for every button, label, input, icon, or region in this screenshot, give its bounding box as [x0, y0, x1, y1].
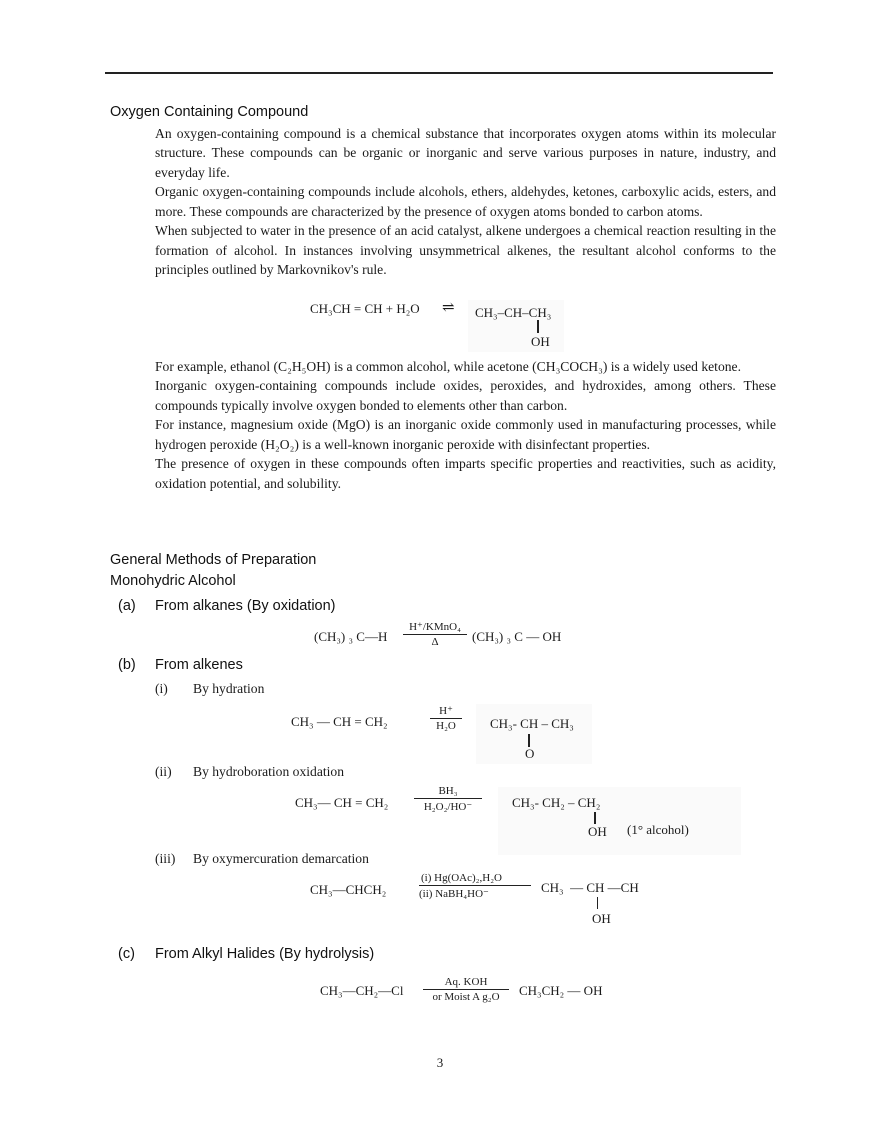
- intro-paragraphs: [155, 124, 776, 280]
- item-title: From alkenes: [155, 657, 243, 673]
- product: CH₃CH₂ — OH: [519, 983, 603, 998]
- reagent-top: (i) Hg(OAc)₂,H₂O: [419, 872, 531, 886]
- reagent-top: Aq. KOH: [423, 976, 509, 990]
- reaction-arrow: [403, 620, 467, 648]
- paragraph: An oxygen-containing compound is a chemical substance that incorporates oxygen atoms within its molecular structure. These compounds can be organic or inorganic and serve various purposes in nature, industry, and everyday life.: [155, 126, 776, 180]
- reagent-top: BH₃: [414, 785, 482, 799]
- eq0-product: CH₃–CH–CH₃: [475, 305, 552, 320]
- paragraph: Organic oxygen-containing compounds include alcohols, ethers, aldehydes, ketones, carboxylic acids, esters, and more. These compounds are characterized by the presence of oxygen atoms bonded to carbon atoms.: [155, 184, 776, 219]
- item-label: (b): [118, 657, 136, 673]
- sub-title: By hydration: [193, 681, 265, 696]
- sub-title: By hydroboration oxidation: [193, 764, 345, 779]
- equilibrium-arrow-icon: ⇌: [442, 300, 455, 316]
- reactant: CH₃— CH = CH₂: [295, 795, 389, 810]
- product: CH₃- CH – CH₃: [490, 716, 574, 731]
- section-heading: Oxygen Containing Compound: [110, 104, 309, 120]
- page-number: 3: [436, 1055, 444, 1070]
- header-rule: [105, 72, 773, 74]
- product: CH₃ — CH —CH: [541, 880, 639, 895]
- reaction-arrow: [414, 785, 482, 813]
- bond-line: [537, 320, 539, 333]
- item-label: (c): [118, 946, 135, 962]
- reaction-arrow: [419, 872, 531, 900]
- paragraph: For instance, magnesium oxide (MgO) is an inorganic oxide commonly used in manufacturing processes, while hydrogen peroxide (H₂O₂) is a well-known inorganic peroxide with disinfectant properties.: [155, 417, 776, 452]
- reagent-bottom: H₂O₂/HO⁻: [423, 801, 473, 813]
- branch: O: [525, 746, 535, 761]
- section-heading: General Methods of Preparation: [110, 552, 317, 568]
- reagent-bottom: or Moist A g₂O: [432, 991, 500, 1003]
- bond-line: [597, 897, 598, 909]
- sub-label: (ii): [155, 764, 172, 779]
- item-label: (a): [118, 598, 136, 614]
- reactant: CH₃—CH₂—Cl: [320, 983, 404, 998]
- item-title: From Alkyl Halides (By hydrolysis): [155, 946, 375, 962]
- branch: OH: [588, 824, 607, 839]
- subsection-heading: Monohydric Alcohol: [110, 573, 236, 589]
- reagent-top: H⁺/KMnO₄: [403, 620, 467, 635]
- reagent-bottom: H₂O: [436, 720, 456, 732]
- bond-line: [594, 812, 596, 824]
- eq0-branch: OH: [531, 334, 550, 349]
- branch: OH: [592, 911, 611, 926]
- product: CH₃- CH₂ – CH₂: [512, 795, 601, 810]
- sub-label: (i): [155, 681, 168, 696]
- paragraph: For example, ethanol (C₂H₅OH) is a common alcohol, while acetone (CH₃COCH₃) is a widely used ketone.: [155, 359, 741, 374]
- reagent-top: H⁺: [430, 704, 462, 719]
- sub-title: By oxymercuration demarcation: [193, 851, 369, 866]
- more-paragraphs: [155, 357, 776, 493]
- reactant: (CH₃) ₃ C—H: [314, 629, 388, 644]
- reactant: CH₃—CHCH₂: [310, 882, 387, 897]
- paragraph: The presence of oxygen in these compounds often imparts specific properties and reactivities, such as acidity, oxidation potential, and solubility.: [155, 456, 776, 491]
- reaction-arrow: [430, 704, 462, 732]
- paragraph: When subjected to water in the presence of an acid catalyst, alkene undergoes a chemical reaction resulting in the formation of alcohol. In instances involving unsymmetrical alkenes, the resultant alcohol conforms to the principles outlined by Markovnikov's rule.: [155, 223, 776, 278]
- item-title: From alkanes (By oxidation): [155, 598, 336, 614]
- reagent-bottom: (ii) NaBH₄HO⁻: [419, 888, 489, 900]
- note: (1° alcohol): [627, 822, 689, 837]
- reagent-bottom: Δ: [431, 636, 439, 648]
- sub-label: (iii): [155, 851, 176, 866]
- reaction-arrow: [423, 976, 509, 1003]
- product: (CH₃) ₃ C — OH: [472, 629, 562, 644]
- reactant: CH₃ — CH = CH₂: [291, 714, 388, 729]
- eq0-reactant: CH₃CH = CH + H₂O: [310, 301, 420, 316]
- paragraph: Inorganic oxygen-containing compounds include oxides, peroxides, and hydroxides, among others. These compounds typically involve oxygen bonded to elements other than carbon.: [155, 378, 776, 413]
